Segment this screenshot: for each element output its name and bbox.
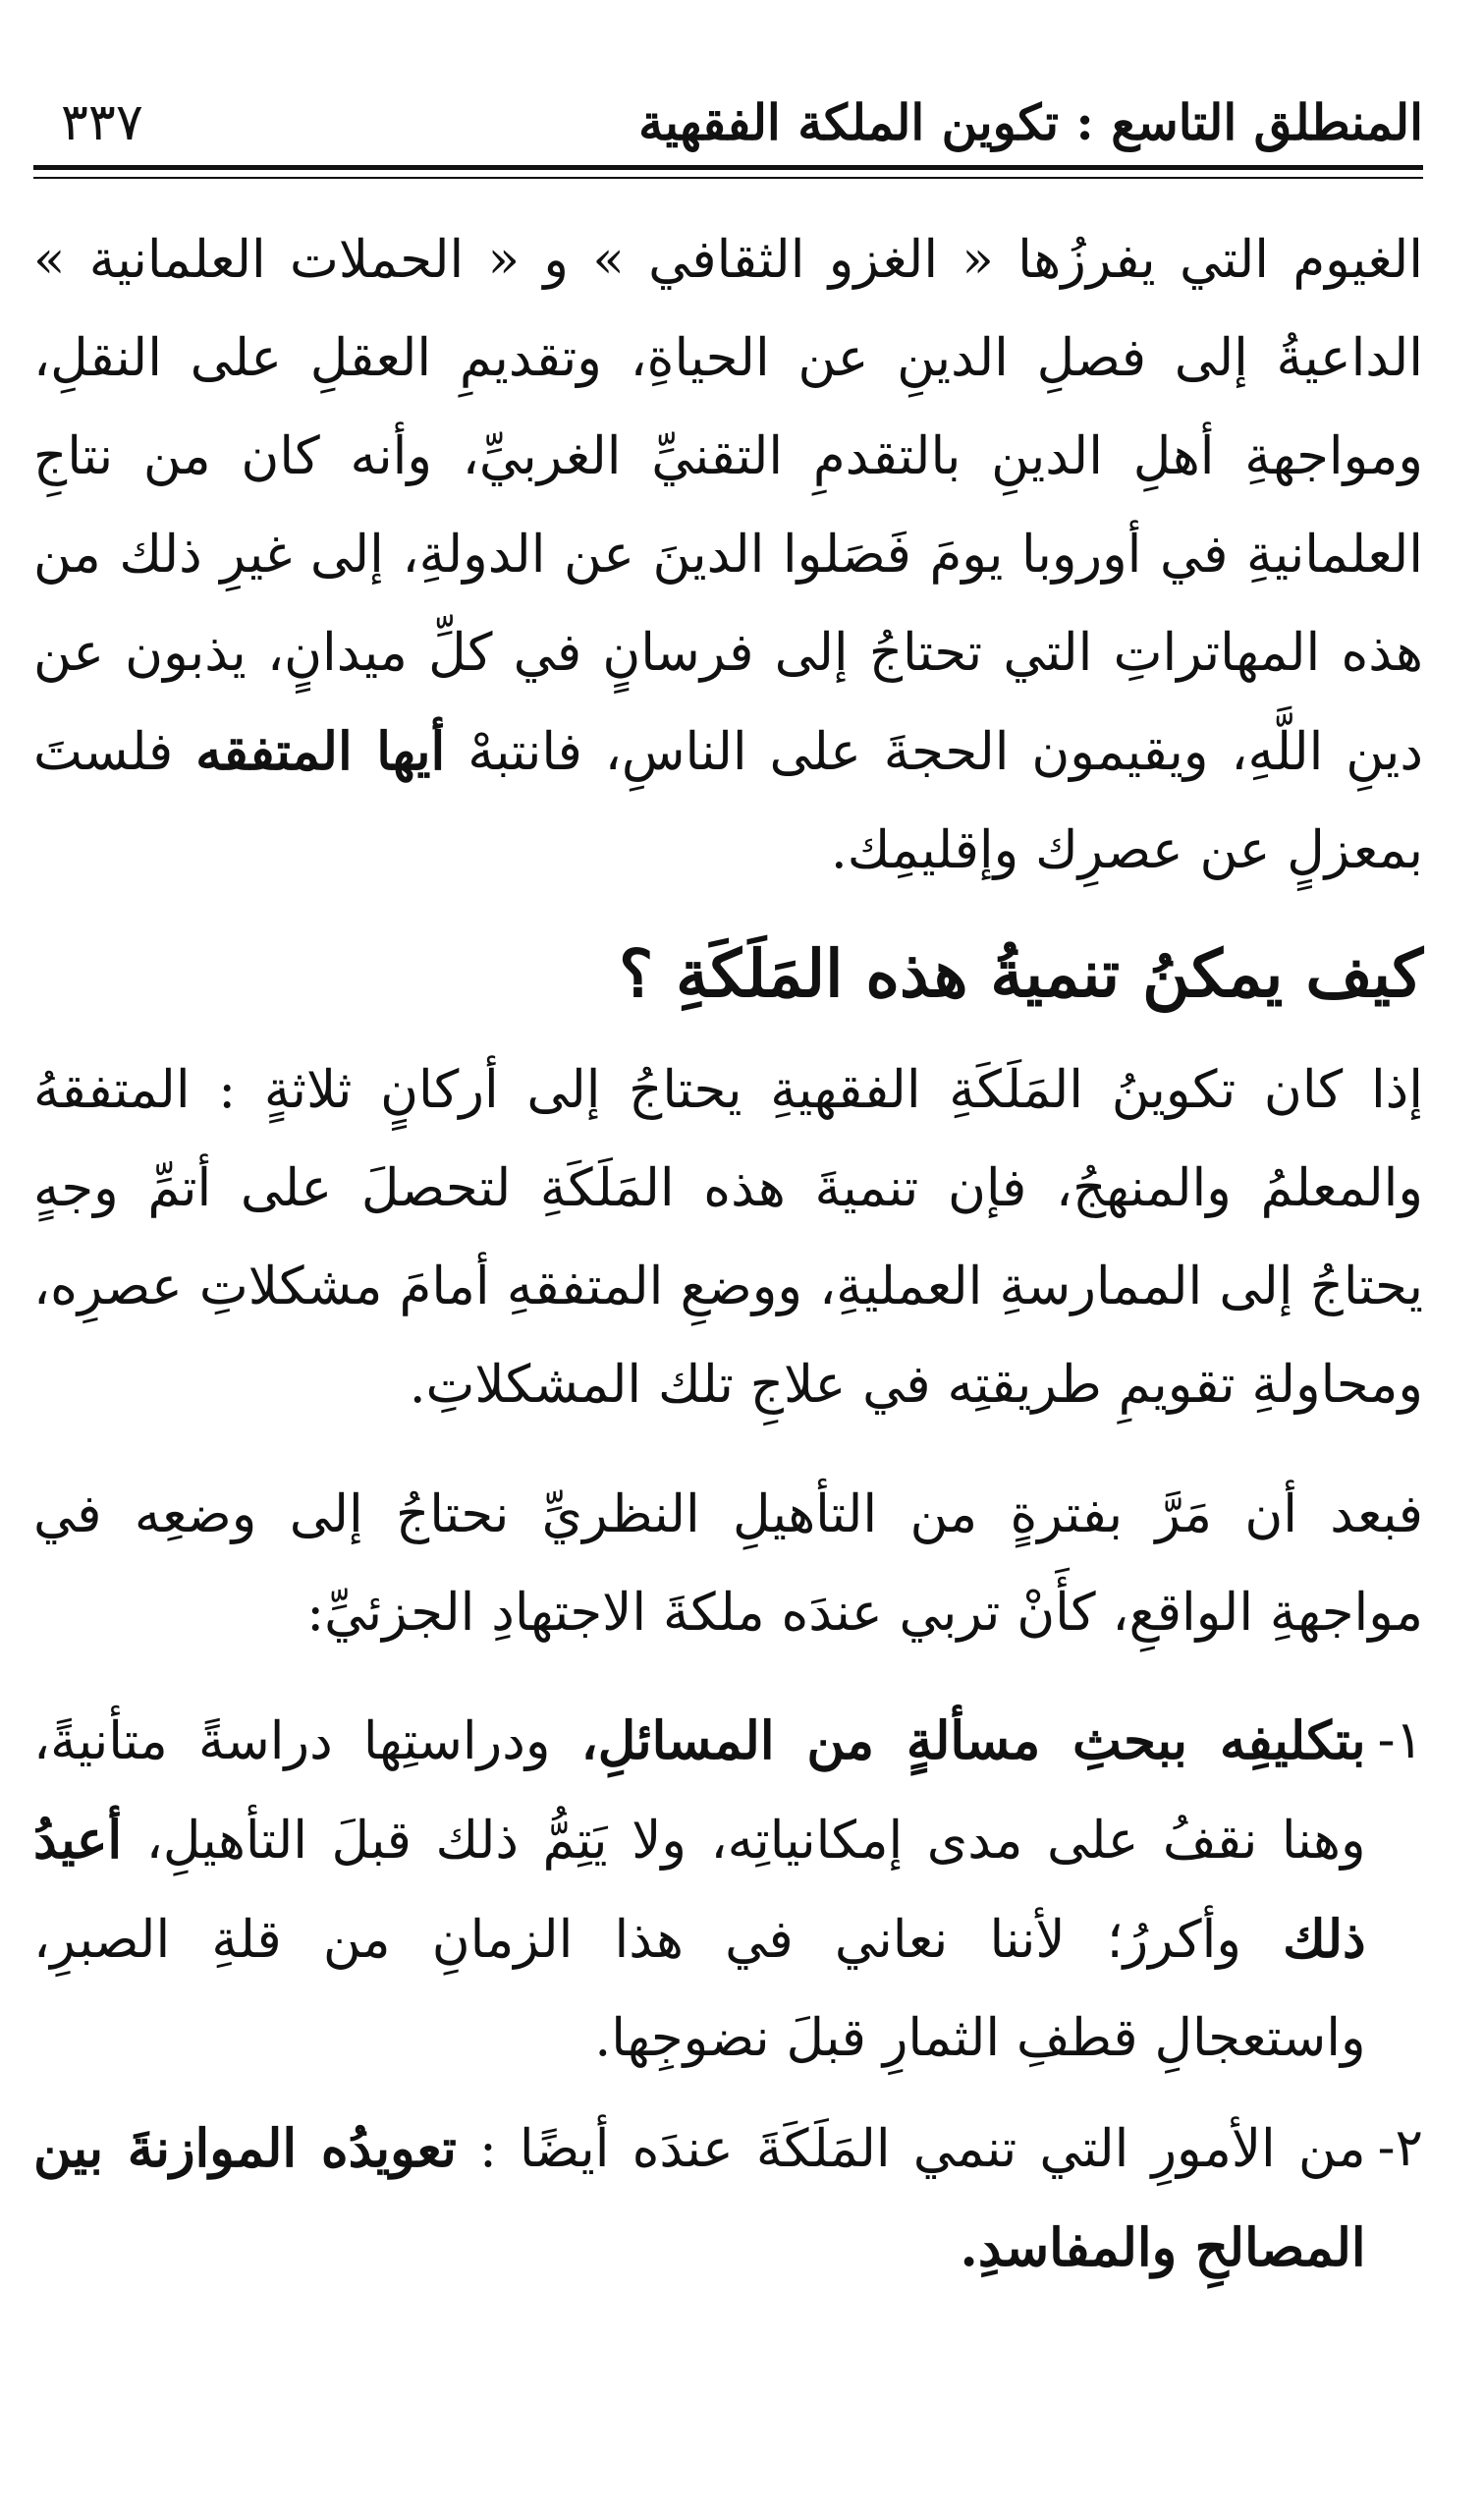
list-item-1-number: ١- xyxy=(1377,1710,1423,1770)
list-item-1 xyxy=(33,1692,1423,2088)
list-item-1-bold-1: بتكليفِه ببحثِ مسألةٍ من المسائلِ، xyxy=(580,1710,1366,1771)
list-item-2-bold: تعويدُه الموازنةَ بين المصالحِ والمفاسدِ. xyxy=(33,2118,1366,2278)
running-header xyxy=(33,0,1423,187)
paragraph-1 xyxy=(33,211,1423,900)
chapter-title: المنطلق التاسع : تكوين الملكة الفقهية xyxy=(638,93,1423,151)
paragraph-1-bold: أيها المتفقه xyxy=(195,721,446,782)
list-item-2-number: ٢- xyxy=(1377,2118,1423,2178)
body-text xyxy=(33,211,1423,2298)
list-item-1-text-2: وأكررُ؛ لأننا نعاني في هذا الزمانِ من قلةِ الصبرِ، واستعجالِ قطفِ الثمارِ قبلَ نضوجِها. xyxy=(33,1910,1366,2068)
list-item-2-plain: من الأمورِ التي تنمي المَلَكَةَ عندَه أيضًا : xyxy=(478,2119,1366,2179)
section-heading: كيف يمكنُ تنميةُ هذه المَلَكَةِ ؟ xyxy=(619,935,1423,1012)
paragraph-3: فبعد أن مَرَّ بفترةٍ من التأهيلِ النظريِّ نحتاجُ إلى وضعِه في مواجهةِ الواقعِ، كأَنْ تربي عندَه ملكةَ الاجتهادِ الجزئيِّ: xyxy=(33,1484,1423,1643)
list-item-1-text-1: ودراستِها دراسةً متأنيةً، وهنا نقفُ على مدى إمكانياتِه، ولا يَتِمُّ ذلك قبلَ التأهيلِ، xyxy=(33,1711,1366,1871)
header-rule-thick xyxy=(33,165,1423,170)
paragraph-1-text: الغيوم التي يفرزُها « الغزو الثقافي » و « الحملات العلمانية » الداعيةُ إلى فصلِ الدينِ عن الحياةِ، وتقديمِ العقلِ على النقلِ، ومواجهةِ أهلِ الدينِ بالتقدمِ التقنيِّ الغربيِّ، وأنه كان من نتاجِ العلمانيةِ في أوروبا يومَ فَصَلوا الدينَ عن الدولةِ، إلى غيرِ ذلك من هذه المهاتراتِ التي تحتاجُ إلى فرسانٍ في كلِّ ميدانٍ، يذبون عن دينِ اللَّهِ، ويقيمون الحجةَ على الناسِ، فانتبهْ xyxy=(33,230,1423,782)
list-item-1-text xyxy=(33,1692,1366,2088)
list-item-1-bold-2: أعيدُ ذلك xyxy=(33,1810,1366,1970)
paragraph-2: إذا كان تكوينُ المَلَكَةِ الفقهيةِ يحتاجُ إلى أركانٍ ثلاثةٍ : المتفقهُ والمعلمُ والمنهجُ، فإن تنميةَ هذه المَلَكَةِ لتحصلَ على أتمِّ وجهٍ يحتاجُ إلى الممارسةِ العمليةِ، ووضعِ المتفقهِ أمامَ مشكلاتِ عصرِه، ومحاولةِ تقويمِ طريقتِه في علاجِ تلك المشكلاتِ. xyxy=(33,1060,1423,1415)
paragraph-1-end: فلستَ بمعزلٍ عن عصرِك وإقليمِك. xyxy=(33,722,1423,880)
list-item-2-text xyxy=(33,2099,1366,2298)
page-number: ٣٣٧ xyxy=(61,93,143,152)
header-rule-thin xyxy=(33,177,1423,179)
list-item-2 xyxy=(33,2099,1423,2298)
